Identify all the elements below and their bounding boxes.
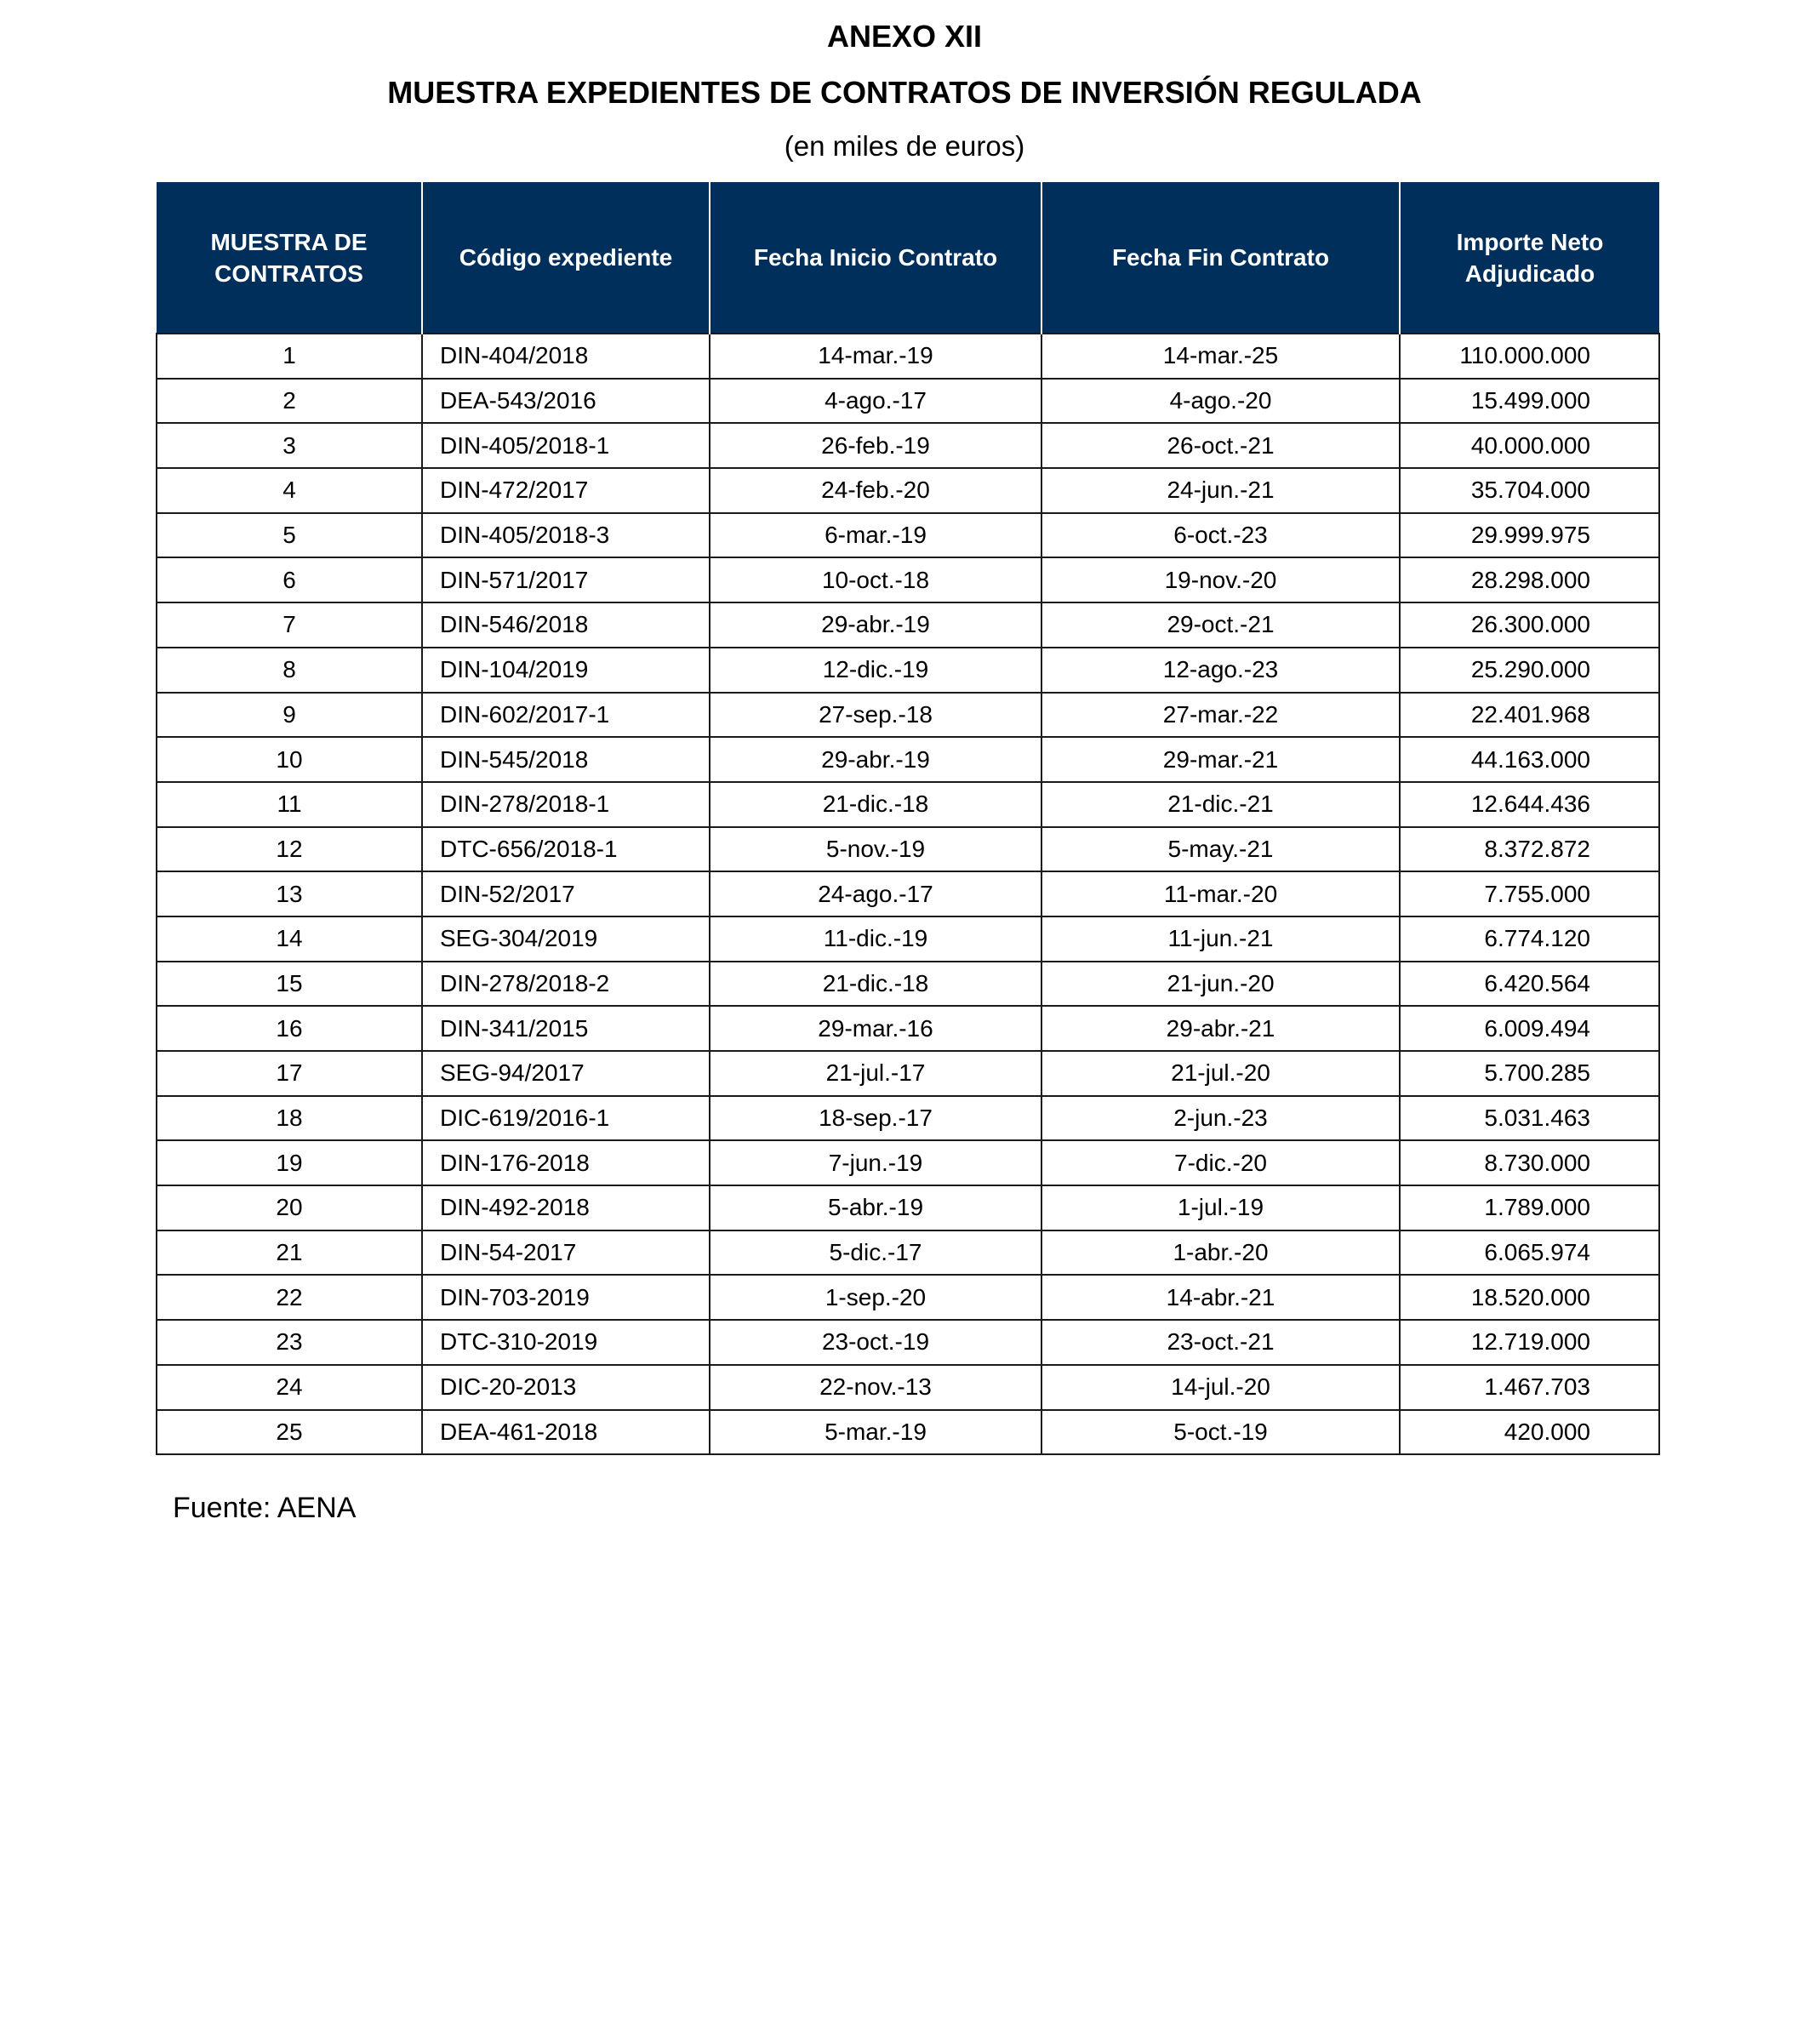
table-row bbox=[157, 1275, 1659, 1320]
cell-fecha-fin: 5-oct.-19 bbox=[1041, 1410, 1400, 1455]
cell-fecha-inicio: 6-mar.-19 bbox=[710, 513, 1041, 558]
contracts-table bbox=[156, 182, 1660, 1455]
table-row bbox=[157, 1140, 1659, 1185]
cell-fecha-fin: 2-jun.-23 bbox=[1041, 1096, 1400, 1141]
cell-muestra: 19 bbox=[157, 1140, 422, 1185]
table-row bbox=[157, 782, 1659, 827]
cell-importe: 420.000 bbox=[1400, 1410, 1659, 1455]
cell-importe: 12.644.436 bbox=[1400, 782, 1659, 827]
cell-fecha-fin: 29-mar.-21 bbox=[1041, 737, 1400, 782]
cell-importe: 5.700.285 bbox=[1400, 1051, 1659, 1096]
cell-importe: 5.031.463 bbox=[1400, 1096, 1659, 1141]
table-row bbox=[157, 871, 1659, 916]
table-row bbox=[157, 1185, 1659, 1230]
cell-codigo: DIN-545/2018 bbox=[422, 737, 710, 782]
cell-muestra: 21 bbox=[157, 1230, 422, 1276]
cell-muestra: 5 bbox=[157, 513, 422, 558]
cell-fecha-inicio: 23-oct.-19 bbox=[710, 1320, 1041, 1365]
cell-codigo: DIN-176-2018 bbox=[422, 1140, 710, 1185]
cell-fecha-inicio: 21-jul.-17 bbox=[710, 1051, 1041, 1096]
cell-fecha-inicio: 24-ago.-17 bbox=[710, 871, 1041, 916]
cell-muestra: 23 bbox=[157, 1320, 422, 1365]
cell-codigo: DIC-20-2013 bbox=[422, 1365, 710, 1410]
cell-muestra: 10 bbox=[157, 737, 422, 782]
cell-codigo: DIN-602/2017-1 bbox=[422, 693, 710, 738]
cell-muestra: 1 bbox=[157, 334, 422, 379]
cell-importe: 28.298.000 bbox=[1400, 557, 1659, 602]
cell-fecha-inicio: 12-dic.-19 bbox=[710, 648, 1041, 693]
table-row bbox=[157, 334, 1659, 379]
header-codigo: Código expediente bbox=[422, 182, 710, 334]
cell-codigo: DIN-703-2019 bbox=[422, 1275, 710, 1320]
cell-codigo: DTC-656/2018-1 bbox=[422, 827, 710, 872]
table-row bbox=[157, 557, 1659, 602]
cell-codigo: DIN-52/2017 bbox=[422, 871, 710, 916]
cell-fecha-fin: 21-jul.-20 bbox=[1041, 1051, 1400, 1096]
cell-importe: 25.290.000 bbox=[1400, 648, 1659, 693]
cell-muestra: 12 bbox=[157, 827, 422, 872]
cell-fecha-fin: 23-oct.-21 bbox=[1041, 1320, 1400, 1365]
annex-title: ANEXO XII bbox=[826, 19, 983, 54]
cell-fecha-inicio: 21-dic.-18 bbox=[710, 782, 1041, 827]
cell-importe: 29.999.975 bbox=[1400, 513, 1659, 558]
cell-muestra: 4 bbox=[157, 468, 422, 513]
cell-codigo: DIN-54-2017 bbox=[422, 1230, 710, 1276]
cell-fecha-inicio: 4-ago.-17 bbox=[710, 379, 1041, 424]
cell-fecha-fin: 21-dic.-21 bbox=[1041, 782, 1400, 827]
table-body bbox=[157, 334, 1659, 1454]
cell-codigo: DIN-341/2015 bbox=[422, 1006, 710, 1051]
cell-codigo: DEA-461-2018 bbox=[422, 1410, 710, 1455]
table-row bbox=[157, 916, 1659, 962]
cell-fecha-fin: 21-jun.-20 bbox=[1041, 962, 1400, 1007]
cell-fecha-fin: 11-jun.-21 bbox=[1041, 916, 1400, 962]
cell-codigo: DEA-543/2016 bbox=[422, 379, 710, 424]
cell-codigo: DTC-310-2019 bbox=[422, 1320, 710, 1365]
cell-importe: 44.163.000 bbox=[1400, 737, 1659, 782]
cell-fecha-inicio: 1-sep.-20 bbox=[710, 1275, 1041, 1320]
cell-fecha-inicio: 26-feb.-19 bbox=[710, 423, 1041, 468]
cell-fecha-fin: 14-abr.-21 bbox=[1041, 1275, 1400, 1320]
table-row bbox=[157, 602, 1659, 648]
cell-muestra: 11 bbox=[157, 782, 422, 827]
table-row bbox=[157, 1230, 1659, 1276]
cell-codigo: SEG-94/2017 bbox=[422, 1051, 710, 1096]
table-row bbox=[157, 379, 1659, 424]
table-row bbox=[157, 1096, 1659, 1141]
cell-codigo: DIN-405/2018-1 bbox=[422, 423, 710, 468]
cell-muestra: 8 bbox=[157, 648, 422, 693]
cell-muestra: 15 bbox=[157, 962, 422, 1007]
cell-importe: 7.755.000 bbox=[1400, 871, 1659, 916]
cell-fecha-fin: 7-dic.-20 bbox=[1041, 1140, 1400, 1185]
cell-fecha-inicio: 27-sep.-18 bbox=[710, 693, 1041, 738]
cell-codigo: DIN-472/2017 bbox=[422, 468, 710, 513]
source-note: Fuente: AENA bbox=[173, 1492, 357, 1524]
cell-fecha-fin: 12-ago.-23 bbox=[1041, 648, 1400, 693]
cell-fecha-fin: 14-jul.-20 bbox=[1041, 1365, 1400, 1410]
table-row bbox=[157, 1365, 1659, 1410]
cell-importe: 110.000.000 bbox=[1400, 334, 1659, 379]
cell-fecha-inicio: 11-dic.-19 bbox=[710, 916, 1041, 962]
cell-fecha-fin: 29-abr.-21 bbox=[1041, 1006, 1400, 1051]
cell-fecha-inicio: 22-nov.-13 bbox=[710, 1365, 1041, 1410]
cell-muestra: 22 bbox=[157, 1275, 422, 1320]
cell-fecha-inicio: 29-abr.-19 bbox=[710, 737, 1041, 782]
cell-codigo: DIN-278/2018-2 bbox=[422, 962, 710, 1007]
cell-importe: 8.372.872 bbox=[1400, 827, 1659, 872]
cell-muestra: 6 bbox=[157, 557, 422, 602]
cell-importe: 18.520.000 bbox=[1400, 1275, 1659, 1320]
cell-fecha-fin: 4-ago.-20 bbox=[1041, 379, 1400, 424]
cell-importe: 12.719.000 bbox=[1400, 1320, 1659, 1365]
header-fecha-inicio: Fecha Inicio Contrato bbox=[710, 182, 1041, 334]
cell-importe: 15.499.000 bbox=[1400, 379, 1659, 424]
header-muestra: MUESTRA DE CONTRATOS bbox=[157, 182, 422, 334]
cell-fecha-inicio: 29-mar.-16 bbox=[710, 1006, 1041, 1051]
cell-muestra: 25 bbox=[157, 1410, 422, 1455]
cell-importe: 6.065.974 bbox=[1400, 1230, 1659, 1276]
cell-fecha-inicio: 5-mar.-19 bbox=[710, 1410, 1041, 1455]
cell-muestra: 2 bbox=[157, 379, 422, 424]
cell-fecha-inicio: 24-feb.-20 bbox=[710, 468, 1041, 513]
cell-fecha-inicio: 5-dic.-17 bbox=[710, 1230, 1041, 1276]
cell-importe: 22.401.968 bbox=[1400, 693, 1659, 738]
cell-fecha-inicio: 10-oct.-18 bbox=[710, 557, 1041, 602]
table-row bbox=[157, 468, 1659, 513]
table-row bbox=[157, 648, 1659, 693]
cell-codigo: DIN-104/2019 bbox=[422, 648, 710, 693]
cell-muestra: 16 bbox=[157, 1006, 422, 1051]
cell-muestra: 14 bbox=[157, 916, 422, 962]
cell-muestra: 18 bbox=[157, 1096, 422, 1141]
cell-fecha-fin: 5-may.-21 bbox=[1041, 827, 1400, 872]
cell-fecha-inicio: 5-abr.-19 bbox=[710, 1185, 1041, 1230]
cell-fecha-fin: 6-oct.-23 bbox=[1041, 513, 1400, 558]
cell-importe: 26.300.000 bbox=[1400, 602, 1659, 648]
table-row bbox=[157, 737, 1659, 782]
cell-importe: 1.467.703 bbox=[1400, 1365, 1659, 1410]
cell-codigo: DIN-492-2018 bbox=[422, 1185, 710, 1230]
cell-codigo: DIN-278/2018-1 bbox=[422, 782, 710, 827]
cell-muestra: 24 bbox=[157, 1365, 422, 1410]
cell-fecha-fin: 29-oct.-21 bbox=[1041, 602, 1400, 648]
page-title: MUESTRA EXPEDIENTES DE CONTRATOS DE INVERSIÓN REGULADA bbox=[387, 75, 1422, 110]
cell-codigo: DIN-404/2018 bbox=[422, 334, 710, 379]
table-row bbox=[157, 1320, 1659, 1365]
cell-muestra: 3 bbox=[157, 423, 422, 468]
cell-fecha-inicio: 7-jun.-19 bbox=[710, 1140, 1041, 1185]
cell-fecha-inicio: 5-nov.-19 bbox=[710, 827, 1041, 872]
cell-muestra: 13 bbox=[157, 871, 422, 916]
cell-codigo: DIN-571/2017 bbox=[422, 557, 710, 602]
table-row bbox=[157, 1410, 1659, 1455]
table-row bbox=[157, 1051, 1659, 1096]
cell-fecha-inicio: 29-abr.-19 bbox=[710, 602, 1041, 648]
cell-muestra: 9 bbox=[157, 693, 422, 738]
header-fecha-fin: Fecha Fin Contrato bbox=[1041, 182, 1400, 334]
cell-fecha-fin: 19-nov.-20 bbox=[1041, 557, 1400, 602]
cell-importe: 40.000.000 bbox=[1400, 423, 1659, 468]
table-header-row bbox=[157, 182, 1659, 334]
table-row bbox=[157, 962, 1659, 1007]
cell-fecha-fin: 1-jul.-19 bbox=[1041, 1185, 1400, 1230]
table-row bbox=[157, 513, 1659, 558]
table-row bbox=[157, 827, 1659, 872]
cell-importe: 6.420.564 bbox=[1400, 962, 1659, 1007]
cell-importe: 6.774.120 bbox=[1400, 916, 1659, 962]
cell-fecha-fin: 26-oct.-21 bbox=[1041, 423, 1400, 468]
cell-fecha-inicio: 21-dic.-18 bbox=[710, 962, 1041, 1007]
units-note: (en miles de euros) bbox=[784, 130, 1025, 162]
cell-importe: 6.009.494 bbox=[1400, 1006, 1659, 1051]
cell-codigo: SEG-304/2019 bbox=[422, 916, 710, 962]
cell-fecha-fin: 1-abr.-20 bbox=[1041, 1230, 1400, 1276]
cell-codigo: DIN-405/2018-3 bbox=[422, 513, 710, 558]
cell-fecha-fin: 11-mar.-20 bbox=[1041, 871, 1400, 916]
cell-fecha-fin: 27-mar.-22 bbox=[1041, 693, 1400, 738]
cell-muestra: 20 bbox=[157, 1185, 422, 1230]
cell-fecha-fin: 24-jun.-21 bbox=[1041, 468, 1400, 513]
table-row bbox=[157, 693, 1659, 738]
cell-muestra: 7 bbox=[157, 602, 422, 648]
table-row bbox=[157, 423, 1659, 468]
cell-fecha-fin: 14-mar.-25 bbox=[1041, 334, 1400, 379]
cell-fecha-inicio: 14-mar.-19 bbox=[710, 334, 1041, 379]
header-importe: Importe Neto Adjudicado bbox=[1400, 182, 1659, 334]
table-row bbox=[157, 1006, 1659, 1051]
cell-codigo: DIN-546/2018 bbox=[422, 602, 710, 648]
cell-importe: 8.730.000 bbox=[1400, 1140, 1659, 1185]
cell-importe: 35.704.000 bbox=[1400, 468, 1659, 513]
cell-muestra: 17 bbox=[157, 1051, 422, 1096]
cell-codigo: DIC-619/2016-1 bbox=[422, 1096, 710, 1141]
cell-fecha-inicio: 18-sep.-17 bbox=[710, 1096, 1041, 1141]
cell-importe: 1.789.000 bbox=[1400, 1185, 1659, 1230]
